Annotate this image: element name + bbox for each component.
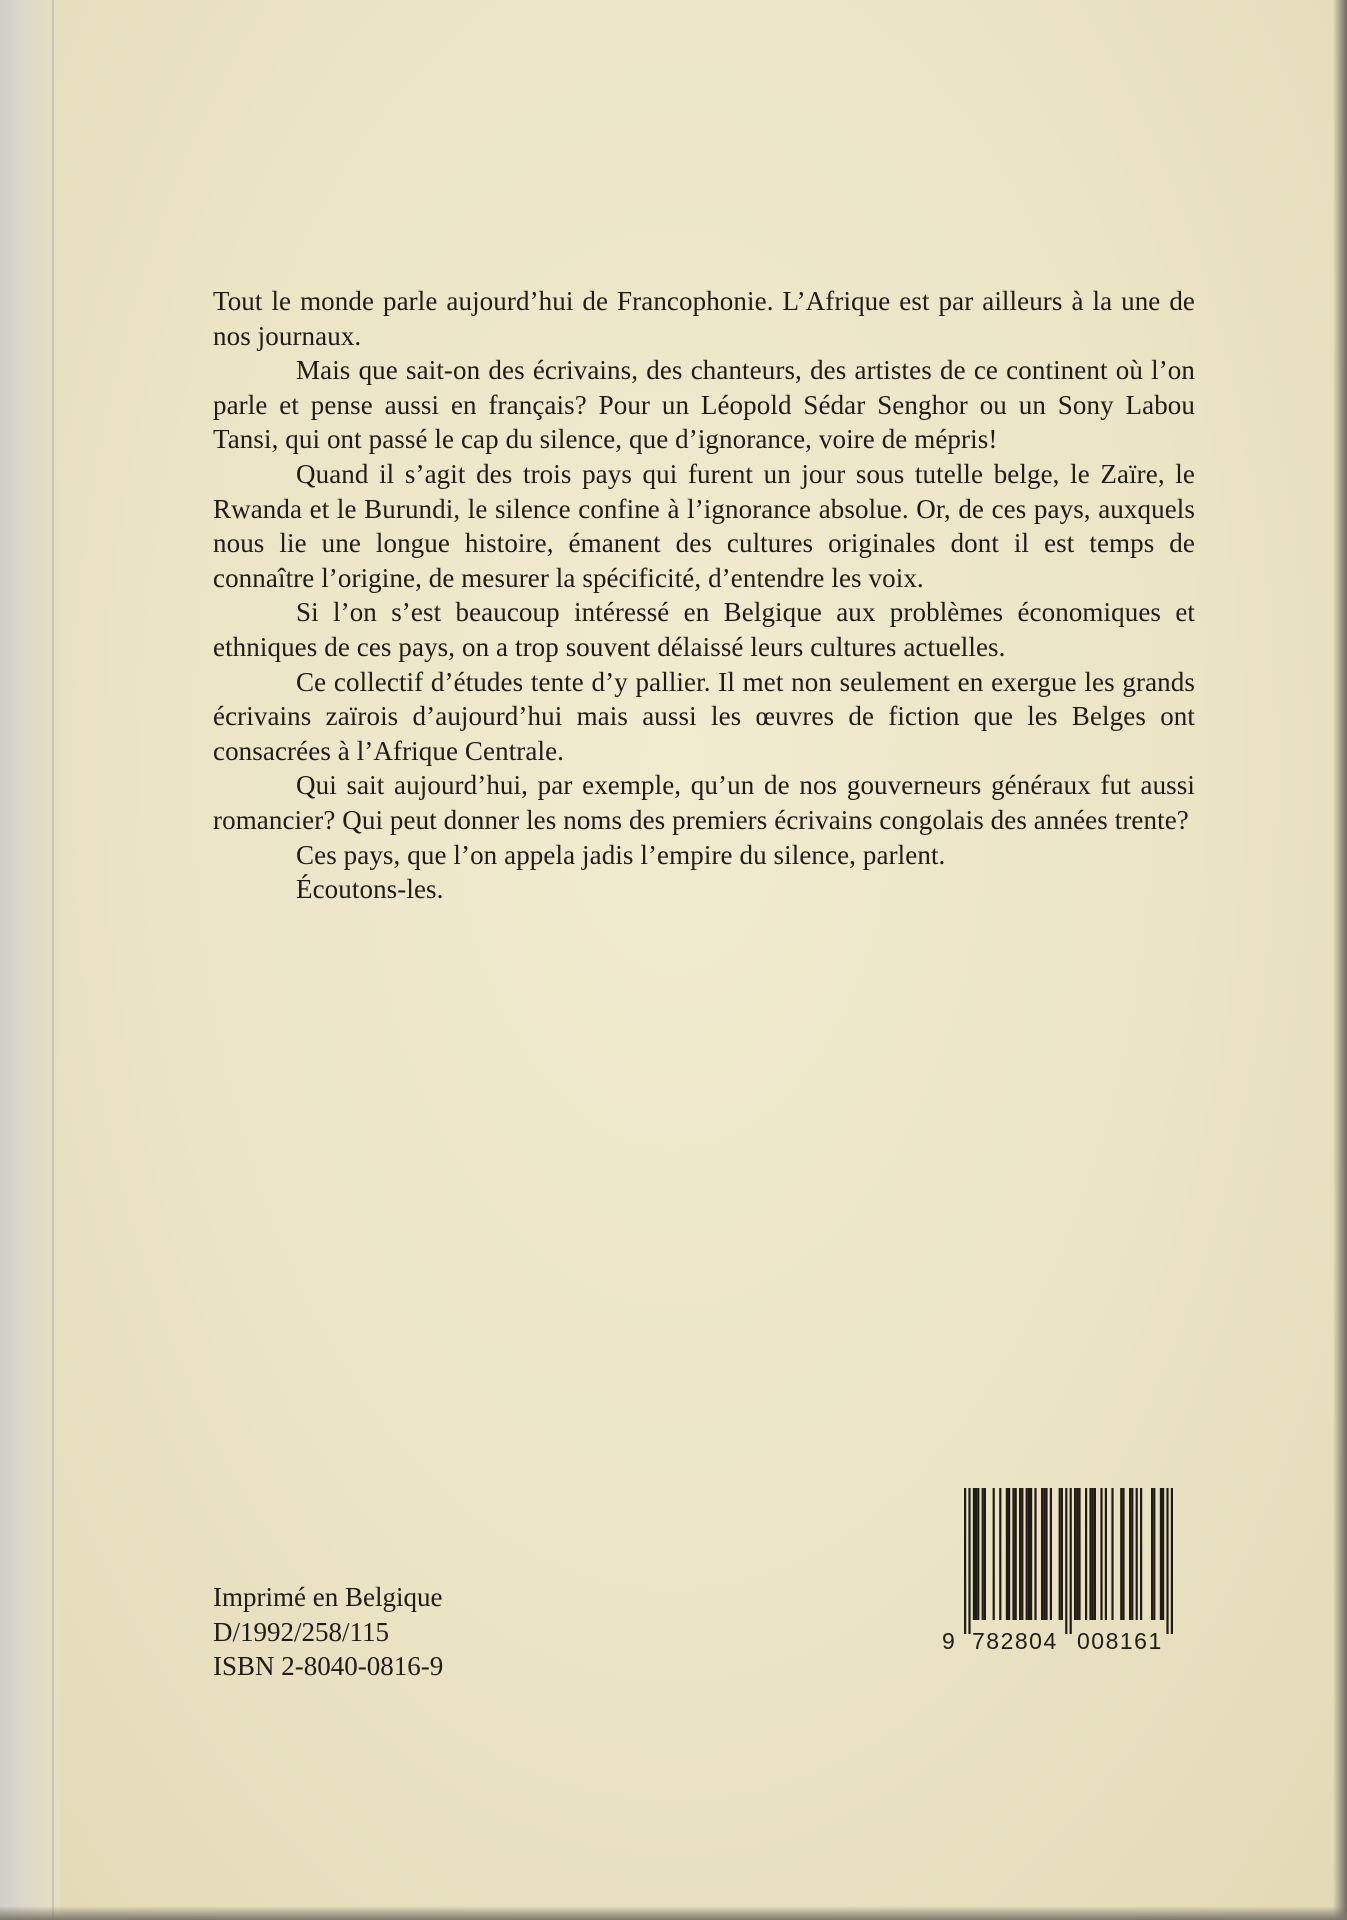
barcode-left-digits: 782804 — [972, 1628, 1058, 1654]
barcode-bar — [1129, 1488, 1131, 1620]
barcode-bar — [1160, 1488, 1162, 1620]
barcode-bar — [1050, 1488, 1052, 1620]
barcode-bar — [1015, 1488, 1017, 1620]
barcode-bar — [993, 1488, 995, 1620]
barcode-bar — [975, 1488, 977, 1620]
barcode-bar — [1043, 1488, 1045, 1620]
blurb-paragraph: Si l’on s’est beaucoup intéressé en Belgique aux problèmes économiques et ethniques de ces pays, on a trop souvent délaissé leurs cultures actuelles. — [213, 597, 1195, 662]
cover-bottom-edge — [0, 1906, 1347, 1920]
page-block-edge — [0, 0, 60, 1920]
barcode-bar — [982, 1488, 984, 1620]
barcode-bar — [984, 1488, 986, 1620]
barcode-bar — [1012, 1488, 1014, 1620]
printed-in-line: Imprimé en Belgique — [213, 1582, 443, 1612]
barcode-guard-bar — [1166, 1488, 1168, 1634]
barcode-bar — [1045, 1488, 1047, 1620]
barcode-bar — [977, 1488, 979, 1620]
barcode-bar — [1153, 1488, 1155, 1620]
barcode-bar — [1021, 1488, 1023, 1620]
barcode-bar — [1111, 1488, 1113, 1620]
barcode-bar — [1074, 1488, 1076, 1620]
imprint-block — [213, 1580, 443, 1684]
blurb-paragraph: Tout le monde parle aujourd’hui de Francophonie. L’Afrique est par ailleurs à la une de nos journaux. — [213, 286, 1195, 351]
barcode-bar — [1026, 1488, 1028, 1620]
barcode-right-digits: 008161 — [1077, 1628, 1163, 1654]
back-cover-blurb — [213, 284, 1195, 907]
barcode-bar — [1008, 1488, 1010, 1620]
blurb-paragraph: Ces pays, que l’on appela jadis l’empire du silence, parlent. — [296, 839, 946, 870]
barcode-bar — [1162, 1488, 1164, 1620]
barcode-bar — [1120, 1488, 1122, 1620]
blurb-closing-line: Écoutons-les. — [296, 874, 444, 905]
barcode-bar — [1131, 1488, 1133, 1620]
barcode-bar — [1034, 1488, 1036, 1620]
barcode-bar — [1076, 1488, 1078, 1620]
barcode-guard-bar — [964, 1488, 966, 1634]
barcode-bar — [1092, 1488, 1094, 1620]
barcode-bar — [1019, 1488, 1021, 1620]
barcode-bar — [1105, 1488, 1107, 1620]
blurb-paragraph: Qui sait aujourd’hui, par exemple, qu’un de nos gouverneurs généraux fut aussi romancier? Qui peut donner les noms des premiers écrivains congolais des années trente? — [213, 770, 1195, 835]
barcode-bar — [973, 1488, 975, 1620]
barcode-guard-bar — [968, 1488, 970, 1634]
blurb-paragraph: Mais que sait-on des écrivains, des chanteurs, des artistes de ce continent où l’on parle et pense aussi en français? Pour un Léopold Sédar Senghor ou un Sony Labou Tansi, qui ont passé le cap du silence, que d’ignorance, voire de mépris! — [213, 355, 1195, 455]
barcode-lead-digit: 9 — [942, 1628, 957, 1654]
barcode-bar — [1028, 1488, 1030, 1620]
barcode-bar — [1061, 1488, 1063, 1620]
barcode-bar — [1100, 1488, 1102, 1620]
cover-right-edge — [1333, 0, 1347, 1920]
barcode-bar — [1094, 1488, 1096, 1620]
barcode-bar — [1140, 1488, 1142, 1620]
barcode-guard-bar — [1065, 1488, 1067, 1634]
isbn-line: ISBN 2-8040-0816-9 — [213, 1651, 444, 1681]
barcode-bar — [1136, 1488, 1138, 1620]
barcode-bar — [1151, 1488, 1153, 1620]
barcode-guard-bar — [1070, 1488, 1072, 1634]
barcode-bar — [1122, 1488, 1124, 1620]
barcode-bar — [1006, 1488, 1008, 1620]
barcode-bar — [999, 1488, 1001, 1620]
barcode-bar — [1059, 1488, 1061, 1620]
barcode-bar — [1085, 1488, 1087, 1620]
blurb-paragraph: Ce collectif d’études tente d’y pallier. Il met non seulement en exergue les grands écrivains zaïrois d’aujourd’hui mais aussi les œuvres de fiction que les Belges ont consacrées à l’Afrique Centrale. — [213, 666, 1195, 766]
barcode-bars — [942, 1488, 1192, 1638]
blurb-paragraph: Quand il s’agit des trois pays qui furent un jour sous tutelle belge, le Zaïre, le Rwanda et le Burundi, le silence confine à l’ignorance absolue. Or, de ces pays, auxquels nous lie une longue histoire, émanent des cultures originales dont il est temps de connaître l’origine, de mesurer la spécificité, d’entendre les voix. — [213, 458, 1195, 593]
legal-deposit-line: D/1992/258/115 — [213, 1616, 390, 1647]
barcode-bar — [1041, 1488, 1043, 1620]
barcode-guard-bar — [1171, 1488, 1173, 1634]
barcode-bar — [1089, 1488, 1091, 1620]
barcode-bar — [1078, 1488, 1080, 1620]
ean13-barcode — [942, 1488, 1192, 1628]
barcode-bar — [1030, 1488, 1032, 1620]
